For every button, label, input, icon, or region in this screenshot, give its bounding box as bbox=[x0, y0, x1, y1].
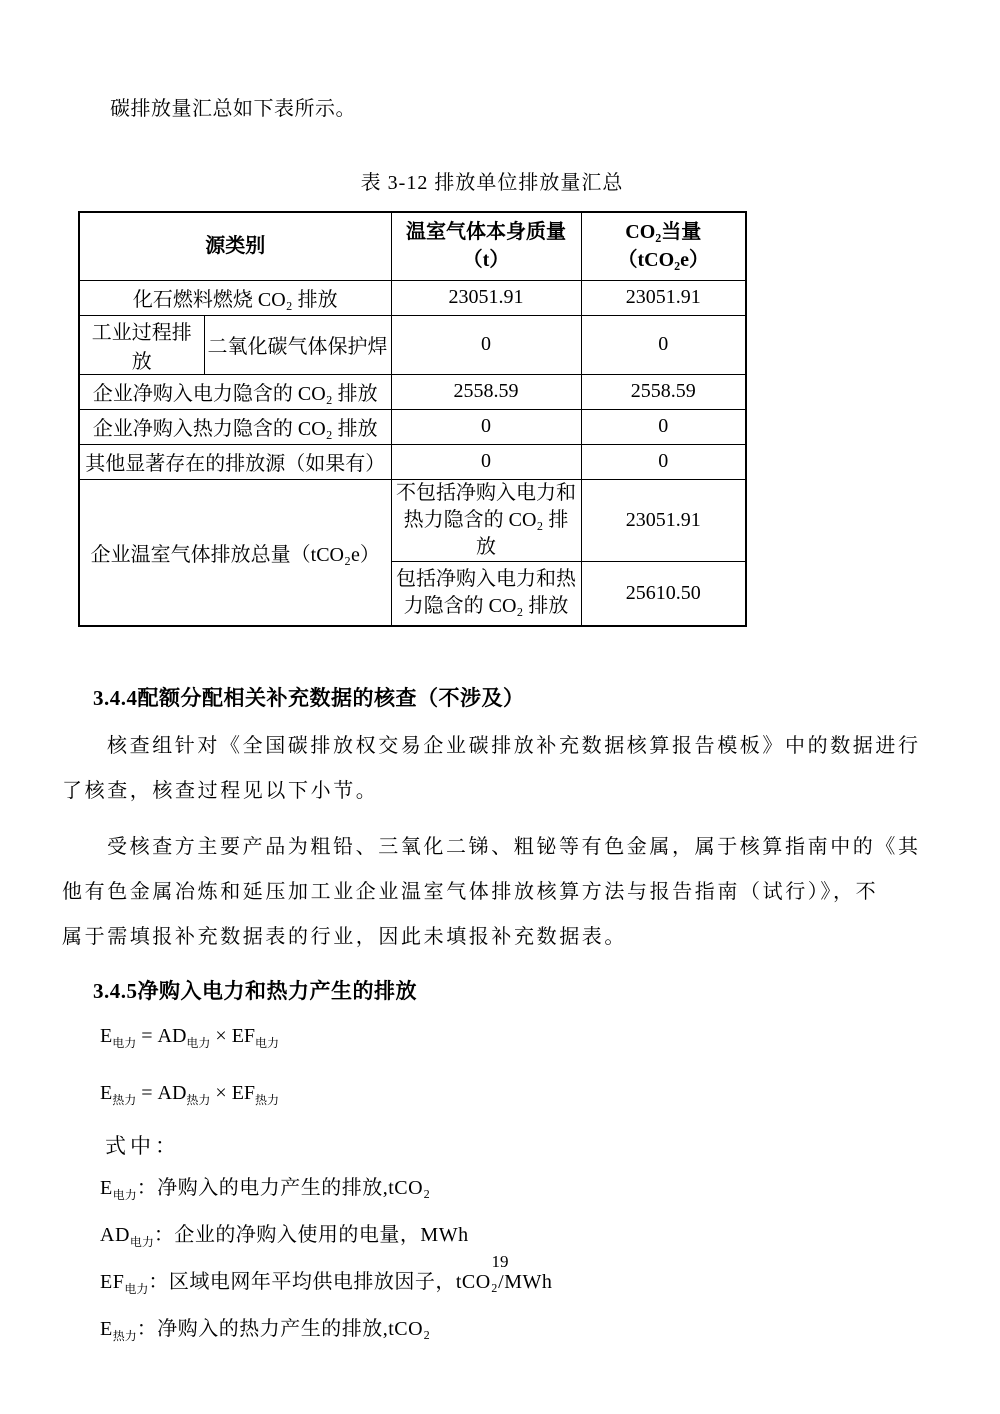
page-number: 19 bbox=[491, 1252, 509, 1271]
paragraph-line: 核查组针对《全国碳排放权交易企业碳排放补充数据核算报告模板》中的数据进行 bbox=[107, 735, 921, 757]
row-electricity-label: 企业净购入电力隐含的 CO₂ 排放 bbox=[79, 374, 391, 409]
row-electricity-co2e: 2558.59 bbox=[581, 374, 746, 409]
total-incl-desc-line1: 包括净购入电力和热 bbox=[396, 568, 576, 591]
formula-term: E bbox=[100, 1025, 113, 1047]
row-industrial-label-a: 工业过程排放 bbox=[79, 315, 204, 374]
section-3-4-4-heading: 3.4.4配额分配相关补充数据的核查（不涉及） bbox=[93, 686, 525, 710]
row-fossil-mass: 23051.91 bbox=[391, 280, 581, 315]
formula-term: = AD bbox=[136, 1082, 187, 1104]
total-incl-desc bbox=[391, 561, 581, 626]
row-heat-label: 企业净购入热力隐含的 CO₂ 排放 bbox=[79, 409, 391, 444]
formula-subscript: 电力 bbox=[255, 1036, 280, 1050]
definition-subscript: 电力 bbox=[124, 1282, 149, 1296]
header-gas-mass bbox=[391, 212, 581, 280]
row-heat-mass: 0 bbox=[391, 409, 581, 444]
table-row bbox=[79, 280, 746, 315]
table-row bbox=[79, 409, 746, 444]
definition-subscript: 电力 bbox=[129, 1235, 154, 1249]
section-3-4-4-paragraph-2 bbox=[62, 825, 922, 960]
total-excl-desc-line1: 不包括净购入电力和 bbox=[396, 481, 576, 504]
definition-term: EF bbox=[100, 1271, 125, 1293]
formula-term: E bbox=[100, 1082, 113, 1104]
formula-subscript: 热力 bbox=[255, 1093, 280, 1107]
formula-term: = AD bbox=[136, 1025, 187, 1047]
total-excl-desc-line2: 热力隐含的 CO₂ 排放 bbox=[403, 508, 569, 558]
formula-term: × EF bbox=[210, 1025, 256, 1047]
table-row bbox=[79, 374, 746, 409]
definition-term: E bbox=[100, 1318, 113, 1340]
section-3-4-4-paragraph-1 bbox=[62, 724, 922, 814]
formula-heat bbox=[100, 1073, 922, 1120]
row-other-mass: 0 bbox=[391, 444, 581, 479]
table-header-row bbox=[79, 212, 746, 280]
definition-term: E bbox=[100, 1177, 113, 1199]
formula-electricity bbox=[100, 1016, 922, 1063]
row-fossil-label: 化石燃料燃烧 CO₂ 排放 bbox=[79, 280, 391, 315]
total-incl-value: 25610.50 bbox=[581, 561, 746, 626]
definition-desc: ：净购入的电力产生的排放,tCO₂ bbox=[136, 1177, 431, 1199]
total-excl-value: 23051.91 bbox=[581, 479, 746, 561]
formula-subscript: 电力 bbox=[112, 1036, 137, 1050]
definition-desc: ：企业的净购入使用的电量，MWh bbox=[153, 1224, 469, 1246]
header-co2e-line1: CO₂当量 bbox=[625, 221, 702, 244]
definition-subscript: 热力 bbox=[112, 1329, 137, 1343]
header-co2e-line2: （tCO₂e） bbox=[617, 249, 710, 272]
emissions-summary-table bbox=[78, 211, 747, 627]
definition-subscript: 电力 bbox=[112, 1188, 137, 1202]
header-source-category: 源类别 bbox=[79, 212, 391, 280]
row-industrial-mass: 0 bbox=[391, 315, 581, 374]
table-row bbox=[79, 315, 746, 374]
formula-subscript: 电力 bbox=[186, 1036, 211, 1050]
definition-e-heat bbox=[100, 1309, 922, 1356]
table-caption: 表 3-12 排放单位排放量汇总 bbox=[360, 172, 624, 194]
formula-subscript: 热力 bbox=[186, 1093, 211, 1107]
row-fossil-co2e: 23051.91 bbox=[581, 280, 746, 315]
definition-desc: ：净购入的热力产生的排放,tCO₂ bbox=[136, 1318, 431, 1340]
row-heat-co2e: 0 bbox=[581, 409, 746, 444]
formula-subscript: 热力 bbox=[112, 1093, 137, 1107]
total-incl-desc-line2: 力隐含的 CO₂ 排放 bbox=[403, 595, 569, 618]
paragraph-line: 他有色金属冶炼和延压加工业企业温室气体排放核算方法与报告指南（试行）》，不 bbox=[62, 881, 879, 903]
total-excl-desc bbox=[391, 479, 581, 561]
row-other-co2e: 0 bbox=[581, 444, 746, 479]
header-gas-mass-line1: 温室气体本身质量 bbox=[406, 221, 566, 244]
paragraph-line: 属于需填报补充数据表的行业，因此未填报补充数据表。 bbox=[62, 926, 627, 948]
header-gas-mass-line2: （t） bbox=[462, 249, 510, 272]
definition-desc: ：区域电网年平均供电排放因子，tCO₂/MWh bbox=[148, 1271, 553, 1293]
paragraph-line: 受核查方主要产品为粗铅、三氧化二锑、粗铋等有色金属，属于核算指南中的《其 bbox=[107, 836, 921, 858]
where-label: 式中： bbox=[105, 1134, 180, 1158]
header-co2-equivalent bbox=[581, 212, 746, 280]
row-other-label: 其他显著存在的排放源（如果有） bbox=[79, 444, 391, 479]
table-row-total-excl bbox=[79, 479, 746, 561]
total-label: 企业温室气体排放总量（tCO₂e） bbox=[79, 479, 391, 626]
paragraph-line: 了核查，核查过程见以下小节。 bbox=[62, 780, 379, 802]
definition-term: AD bbox=[100, 1224, 130, 1246]
row-industrial-label-b: 二氧化碳气体保护焊 bbox=[204, 315, 391, 374]
table-row bbox=[79, 444, 746, 479]
intro-text: 碳排放量汇总如下表所示。 bbox=[110, 98, 356, 120]
definition-e-electricity bbox=[100, 1168, 922, 1215]
row-electricity-mass: 2558.59 bbox=[391, 374, 581, 409]
section-3-4-5-heading: 3.4.5净购入电力和热力产生的排放 bbox=[93, 979, 417, 1003]
formula-term: × EF bbox=[210, 1082, 256, 1104]
row-industrial-co2e: 0 bbox=[581, 315, 746, 374]
